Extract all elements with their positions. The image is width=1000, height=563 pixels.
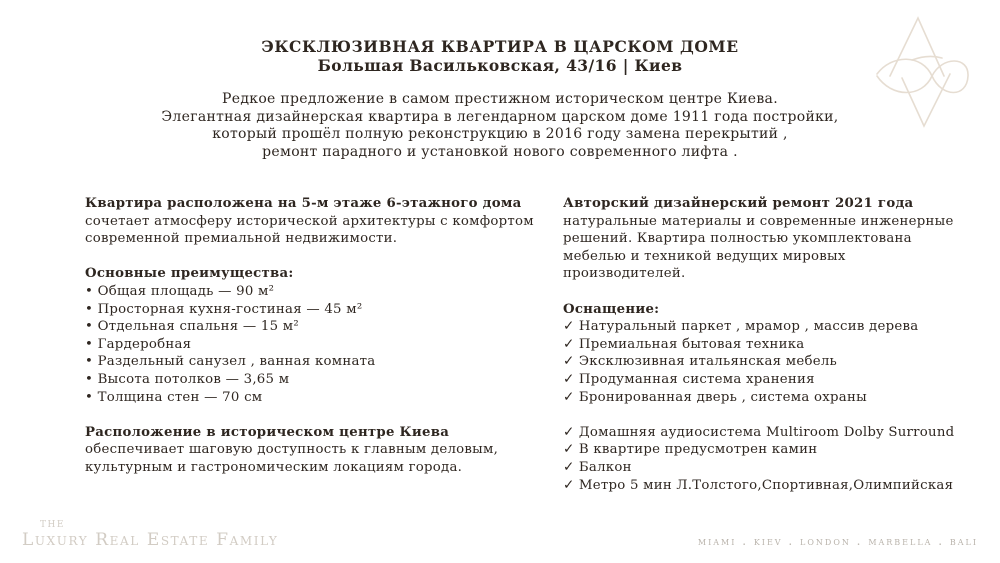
equipment-item: ✓ Домашняя аудиосистема Multiroom Dolby Surround bbox=[563, 424, 955, 440]
advantage-item: • Раздельный санузел , ванная комната bbox=[85, 354, 376, 370]
header bbox=[0, 37, 1000, 75]
location-heading: Расположение в историческом центре Киева bbox=[85, 424, 450, 440]
renovation-text-line: натуральные материалы и современные инженерные bbox=[563, 213, 954, 229]
intro-line: ремонт парадного и установкой нового современного лифта . bbox=[262, 143, 738, 160]
renovation-heading: Авторский дизайнерский ремонт 2021 года bbox=[563, 196, 914, 211]
advantage-item: • Толщина стен — 70 см bbox=[85, 389, 263, 405]
advantage-item: • Высота потолков — 3,65 м bbox=[85, 371, 290, 387]
floor-text-line: современной премиальной недвижимости. bbox=[85, 231, 398, 247]
renovation-text-line: решений. Квартира полностью укомплектована bbox=[563, 231, 912, 247]
footer-brand-name: Luxury Real Estate Family bbox=[22, 530, 279, 550]
intro-line: Элегантная дизайнерская квартира в легендарном царском доме 1911 года постройки, bbox=[161, 108, 839, 125]
page-title: ЭКСКЛЮЗИВНАЯ КВАРТИРА В ЦАРСКОМ ДОМЕ bbox=[261, 37, 739, 56]
equipment-item: ✓ Метро 5 мин Л.Толстого,Спортивная,Олимпийская bbox=[563, 477, 954, 493]
advantage-item: • Просторная кухня-гостиная — 45 м² bbox=[85, 301, 363, 317]
equipment-item: ✓ Продуманная система хранения bbox=[563, 371, 815, 387]
renovation-text-line: мебелью и техникой ведущих мировых bbox=[563, 248, 846, 264]
footer-the: THE bbox=[40, 520, 65, 530]
footer-brand-logo bbox=[22, 520, 278, 550]
equipment-item: ✓ Премиальная бытовая техника bbox=[563, 336, 805, 352]
equipment-item: ✓ Эксклюзивная итальянская мебель bbox=[563, 354, 838, 370]
renovation-text-line: производителей. bbox=[563, 266, 686, 282]
equipment-item: ✓ Балкон bbox=[563, 459, 632, 475]
advantage-item: • Общая площадь — 90 м² bbox=[85, 283, 275, 299]
floor-heading: Квартира расположена на 5-м этаже 6-этажного дома bbox=[85, 196, 522, 211]
equipment-item: ✓ Натуральный паркет , мрамор , массив дерева bbox=[563, 319, 919, 335]
right-column bbox=[563, 195, 983, 494]
equipment-item: ✓ В квартире предусмотрен камин bbox=[563, 442, 818, 458]
page-subtitle: Большая Васильковская, 43/16 | Киев bbox=[317, 56, 683, 75]
equipment-item: ✓ Бронированная дверь , система охраны bbox=[563, 389, 867, 405]
equipment-heading: Оснащение: bbox=[563, 301, 660, 317]
intro-paragraph bbox=[0, 91, 1000, 161]
av-monogram-icon bbox=[872, 14, 972, 134]
location-text-line: культурным и гастрономическим локациям города. bbox=[85, 459, 463, 475]
advantage-item: • Отдельная спальня — 15 м² bbox=[85, 319, 299, 335]
floor-text-line: сочетает атмосферу исторической архитектуры с комфортом bbox=[85, 213, 534, 229]
left-column bbox=[85, 195, 534, 477]
advantage-item: • Гардеробная bbox=[85, 336, 192, 352]
intro-line: Редкое предложение в самом престижном историческом центре Киева. bbox=[222, 91, 778, 107]
footer-cities: miami . kiev . london . marbella . bali bbox=[697, 534, 978, 548]
location-text-line: обеспечивает шаговую доступность к главным деловым, bbox=[85, 442, 499, 458]
intro-line: который прошёл полную реконструкцию в 2016 году замена перекрытий , bbox=[212, 126, 788, 143]
advantages-heading: Основные преимущества: bbox=[85, 266, 294, 282]
